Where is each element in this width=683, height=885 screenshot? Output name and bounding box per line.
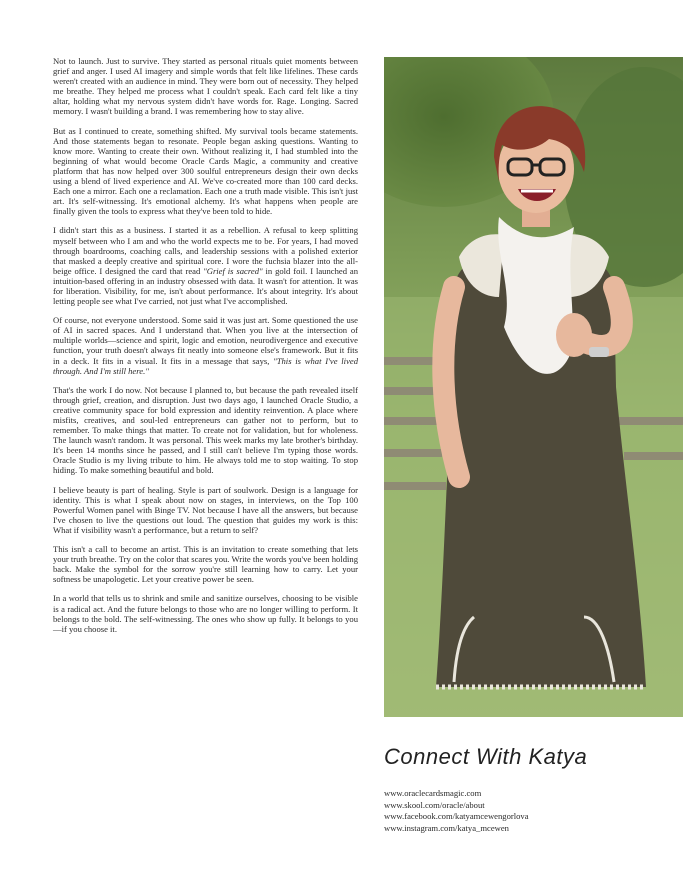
portrait-photo bbox=[384, 57, 683, 717]
paragraph-6: I believe beauty is part of healing. Style is part of soulwork. Design is a language for identity. This is what I speak about now on stages, in interviews, on the Top 100 Powerful Women panel with Binge TV. Not because I have all the answers, but because I've chosen to live the questions out loud. The question that guides my work is this: What if visibility wasn't a performance, but a return to self? bbox=[53, 484, 358, 535]
portrait-illustration bbox=[384, 57, 683, 717]
instagram-link[interactable]: www.instagram.com/katya_mcewen bbox=[384, 822, 509, 833]
paragraph-1: Not to launch. Just to survive. They started as personal rituals quiet moments between grief and anger. I used AI imagery and simple words that felt like lifelines. These cards weren't created with an audience in mind. They were born out of necessity. They helped me breathe. They helped me process what I couldn't speak. Each card felt like a tiny altar, holding what my nervous system didn't have words for. Rage. Longing. Sacred memory. I wasn't building a brand. I was remembering how to stay alive. bbox=[53, 56, 358, 117]
paragraph-3: I didn't start this as a business. I started it as a rebellion. A refusal to keep splitting myself between who I am and who the world expects me to be. For years, I had moved through boardrooms, coaching calls, and leadership sessions with a polished exterior that masked a deeply creative and spiritual core. I wore the fuchsia blazer into the all-beige office. I designed the card that read "Grief is sacred" in gold foil. I launched an intuition-based offering in an industry obsessed with data. It wasn't for attention. It was for liberation. Visibility, for me, isn't about performance. It's about integrity. It's about letting people see what I've carried, not just what I've accomplished. bbox=[53, 225, 358, 307]
paragraph-2: But as I continued to create, something shifted. My survival tools became statements. And those statements began to resonate. People began asking questions. Wanting to know more. Wanting to create their own. Without realizing it, I had stumbled into the beginning of what would become Oracle Cards Magic, a community and creative platform that has now helped over 300 soulful entrepreneurs design their own decks using a blend of lived experience and AI. We've co-created more than 100 card decks. Each one a mirror. Each one a reclamation. Each one a truth made visible. This isn't just art. It's self-witnessing. It's emotional alchemy. It's what happens when people are finally given the tools to express what they've been told to hide. bbox=[53, 125, 358, 217]
emphasis-quote: "Grief is sacred" bbox=[203, 265, 263, 276]
paragraph-8: In a world that tells us to shrink and smile and sanitize ourselves, choosing to be visible is a radical act. And the future belongs to those who are no longer willing to perform. It belongs to the bold. The self-witnessing. The ones who show up fully. It belongs to you—if you choose it. bbox=[53, 593, 358, 634]
website-link[interactable]: www.oraclecardsmagic.com bbox=[384, 788, 482, 798]
paragraph-4: Of course, not everyone understood. Some said it was just art. Some questioned the use of AI in sacred spaces. And I understand that. When you live at the intersection of multiple worlds—science and spirit, logic and emotion, neurodivergence and executive function, your truth doesn't always fit neatly into someone else's framework. But it fits in a deck. It fits in a visual. It fits in a message that says, "This is what I've lived through. And I'm still here." bbox=[53, 315, 358, 376]
skool-link[interactable]: www.skool.com/oracle/about bbox=[384, 799, 485, 810]
contact-links bbox=[384, 788, 529, 834]
facebook-link[interactable]: www.facebook.com/katyamcewengorlova bbox=[384, 811, 529, 822]
connect-heading: Connect With Katya bbox=[384, 744, 588, 769]
paragraph-7: This isn't a call to become an artist. This is an invitation to create something that lets your truth breathe. Try on the color that scares you. Write the words you've been holding back. Make the symbol for the sorrow you're still learning how to carry. Let your softness be unapologetic. Let your creative power be seen. bbox=[53, 544, 358, 585]
paragraph-5: That's the work I do now. Not because I planned to, but because the path revealed itself through grief, creation, and disruption. Just two days ago, I launched Oracle Studio, a creative community space for bold expression and identity reinvention. A place where misfits, creatives, and soul-led entrepreneurs can gather not to perform, but to remember. To make things that matter. To create not for validation, but for wholeness. The launch wasn't random. It was personal. This week marks my late brother's birthday. It's been 14 months since he passed, and I still can't believe I'm typing those words. Oracle Studio is my living tribute to him. He always told me to stop waiting. To stop hiding. To make something beautiful and bold. bbox=[53, 384, 358, 476]
emphasis-quote: "This is what I've lived through. And I'm still here." bbox=[53, 355, 358, 376]
article-body bbox=[53, 56, 358, 643]
